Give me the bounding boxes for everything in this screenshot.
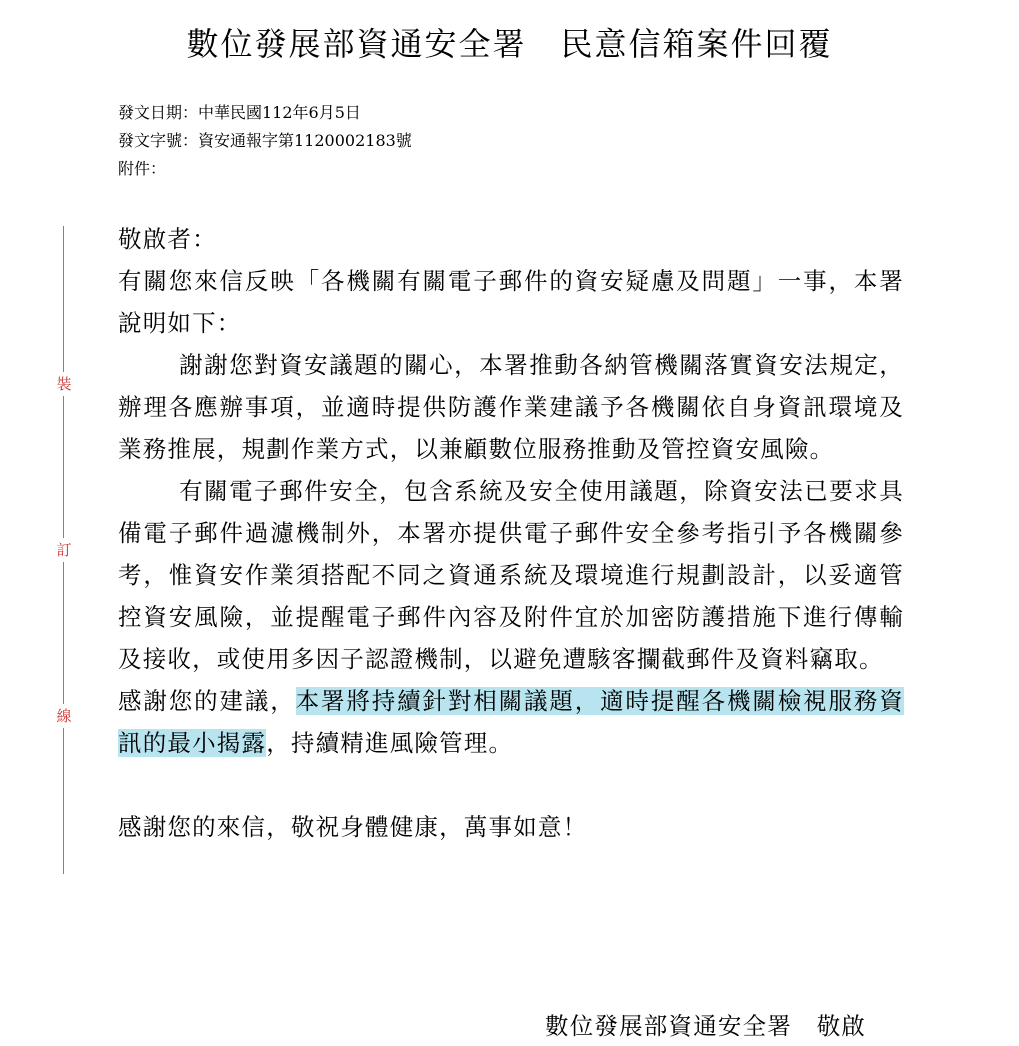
reference-number: 發文字號：資安通報字第1120002183號	[118, 131, 412, 150]
salutation: 敬啟者：	[118, 225, 217, 253]
closing-line: 感謝您的來信，敬祝身體健康，萬事如意！	[118, 813, 588, 841]
letter-body	[118, 218, 904, 848]
thanks-suffix: ，持續精進風險管理。	[266, 729, 514, 757]
binding-line	[52, 226, 76, 874]
issue-date: 發文日期：中華民國112年6月5日	[118, 103, 361, 122]
thanks-prefix: 感謝您的建議，	[118, 687, 296, 715]
paragraph-1: 謝謝您對資安議題的關心，本署推動各納管機關落實資安法規定，辦理各應辦事項，並適時提供防護作業建議予各機關依自身資訊環境及業務推展，規劃作業方式，以兼顧數位服務推動及管控資安風險。	[118, 351, 904, 463]
binding-mark-zhuang: 裝	[52, 372, 76, 396]
paragraph-2: 有關電子郵件安全，包含系統及安全使用議題，除資安法已要求具備電子郵件過濾機制外，本署亦提供電子郵件安全參考指引予各機關參考，惟資安作業須搭配不同之資通系統及環境進行規劃設計，以妥適管控資安風險，並提醒電子郵件內容及附件宜於加密防護措施下進行傳輸及接收，或使用多因子認證機制，以避免遭駭客攔截郵件及資料竊取。	[118, 477, 904, 673]
binding-mark-ding: 訂	[52, 538, 76, 562]
document-title: 數位發展部資通安全署 民意信箱案件回覆	[186, 25, 833, 63]
paragraph-gap	[118, 764, 904, 806]
intro-paragraph: 有關您來信反映「各機關有關電子郵件的資安疑慮及問題」一事，本署說明如下：	[118, 267, 904, 337]
binding-mark-xian: 線	[52, 704, 76, 728]
attachment-label: 附件：	[118, 159, 167, 178]
highlighted-text: 本署將持續針對相關議題，適時提醒各機關檢視服務資訊的最小揭露	[118, 687, 904, 757]
signature: 數位發展部資通安全署 敬啟	[545, 1012, 867, 1040]
thanks-paragraph	[118, 680, 904, 764]
document-meta	[118, 99, 412, 183]
